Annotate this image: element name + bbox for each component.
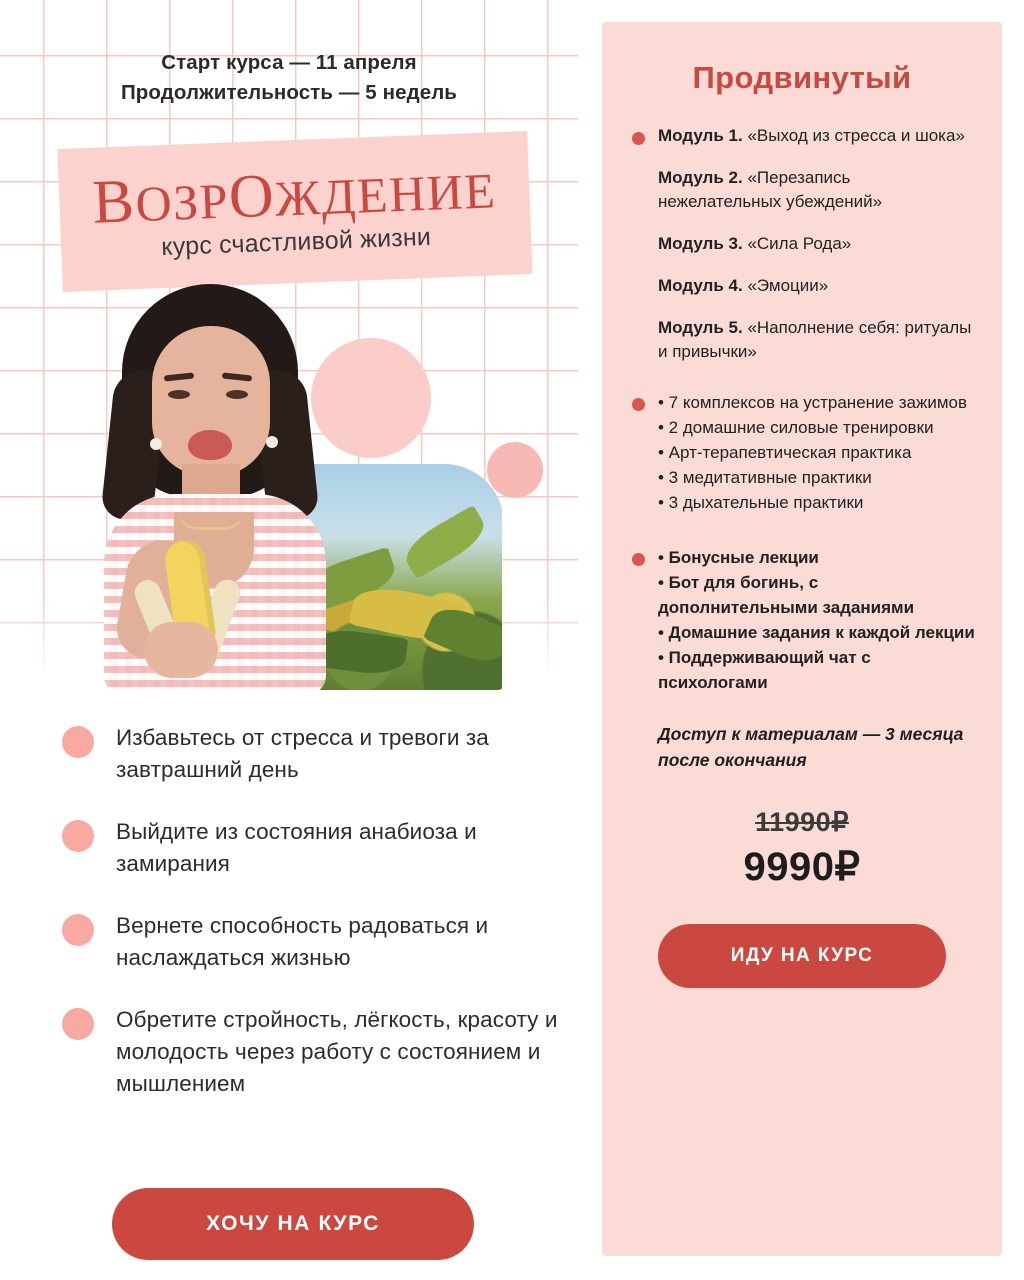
bullet-dot-icon bbox=[62, 914, 94, 946]
access-note: Доступ к материалам — 3 месяца после окончания bbox=[658, 724, 964, 770]
bullet-dot-icon bbox=[632, 132, 645, 145]
bonus-item: • Бонусные лекции bbox=[658, 548, 819, 567]
module-item bbox=[658, 124, 976, 148]
module-name: «Перезапись нежелательных убеждений» bbox=[658, 168, 883, 211]
course-dates bbox=[0, 48, 578, 108]
bullet-dot-icon bbox=[632, 553, 645, 566]
features-block bbox=[632, 390, 976, 515]
module-number: Модуль 1. bbox=[658, 126, 743, 145]
module-name: «Сила Рода» bbox=[747, 234, 852, 253]
hero-photo bbox=[62, 278, 502, 690]
price-new: 9990₽ bbox=[743, 845, 861, 889]
module-item bbox=[658, 166, 976, 214]
title-block bbox=[57, 131, 532, 292]
bullet-dot-icon bbox=[62, 726, 94, 758]
module-number: Модуль 3. bbox=[658, 234, 743, 253]
benefit-text: Избавьтесь от стресса и тревоги за завтрашний день bbox=[116, 725, 489, 782]
package-title: Продвинутый bbox=[692, 60, 912, 95]
benefit-text: Вернете способность радоваться и наслаждаться жизнью bbox=[116, 913, 489, 970]
bonus-item: • Поддерживающий чат с психологами bbox=[658, 648, 871, 692]
module-name: «Выход из стресса и шока» bbox=[747, 126, 965, 145]
benefits-list bbox=[62, 722, 562, 1130]
want-course-button[interactable]: ХОЧУ НА КУРС bbox=[112, 1188, 474, 1260]
module-number: Модуль 4. bbox=[658, 276, 743, 295]
module-item bbox=[658, 274, 976, 298]
feature-item: • 3 дыхательные практики bbox=[658, 493, 864, 512]
bullet-dot-icon bbox=[62, 1008, 94, 1040]
feature-item: • Арт-терапевтическая практика bbox=[658, 443, 912, 462]
feature-item: • 3 медитативные практики bbox=[658, 468, 872, 487]
bonuses-block bbox=[632, 545, 976, 695]
benefit-text: Выйдите из состояния анабиоза и замирания bbox=[116, 819, 477, 876]
price-block bbox=[602, 807, 1002, 890]
list-item bbox=[62, 816, 562, 880]
enroll-course-button[interactable]: ИДУ НА КУРС bbox=[658, 924, 946, 988]
feature-item: • 2 домашние силовые тренировки bbox=[658, 418, 934, 437]
module-number: Модуль 5. bbox=[658, 318, 743, 337]
module-item bbox=[658, 232, 976, 256]
package-card bbox=[602, 22, 1002, 1256]
list-item bbox=[62, 910, 562, 974]
feature-item: • 7 комплексов на устранение зажимов bbox=[658, 393, 967, 412]
benefit-text: Обретите стройность, лёгкость, красоту и молодость через работу с состоянием и мышлением bbox=[116, 1007, 558, 1096]
modules-block bbox=[632, 124, 976, 364]
course-duration: Продолжительность — 5 недель bbox=[120, 81, 458, 104]
bonus-item: • Домашние задания к каждой лекции bbox=[658, 623, 975, 642]
course-start-date: Старт курса — 11 апреля bbox=[161, 51, 417, 74]
module-item bbox=[658, 316, 976, 364]
bullet-dot-icon bbox=[632, 398, 645, 411]
price-old: 11990₽ bbox=[755, 807, 849, 837]
module-name: «Эмоции» bbox=[747, 276, 829, 295]
bonus-item: • Бот для богинь, с дополнительными заданиями bbox=[658, 573, 915, 617]
bullet-dot-icon bbox=[62, 820, 94, 852]
model-portrait bbox=[70, 278, 370, 690]
list-item bbox=[62, 1004, 562, 1100]
course-subtitle: курс счастливой жизни bbox=[160, 222, 432, 261]
course-title: ВОЗРОЖДЕНИЕ bbox=[91, 161, 498, 237]
module-name: «Наполнение себя: ритуалы и привычки» bbox=[658, 318, 972, 361]
list-item bbox=[62, 722, 562, 786]
module-number: Модуль 2. bbox=[658, 168, 743, 187]
